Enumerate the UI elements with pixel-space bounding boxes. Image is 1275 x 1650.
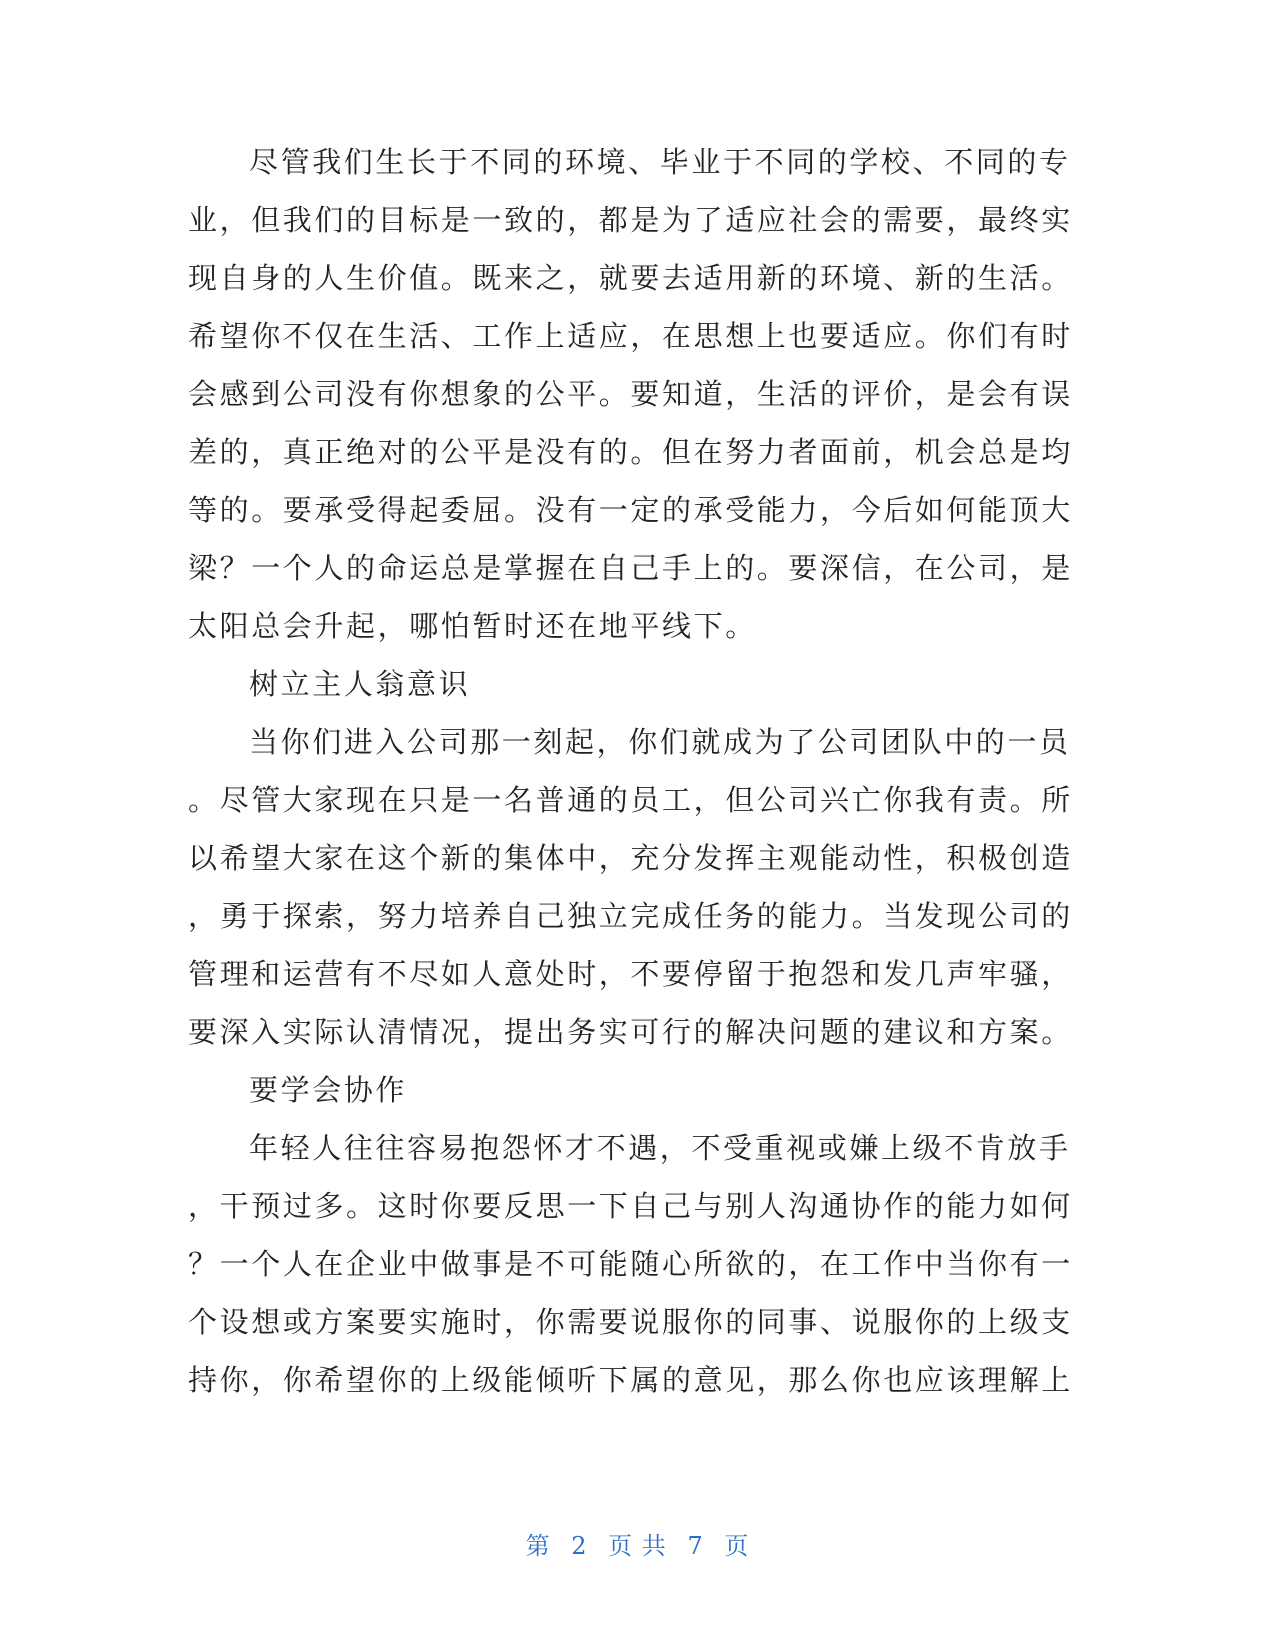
paragraph-line: 希望你不仅在生活、工作上适应，在思想上也要适应。你们有时 <box>188 319 1073 353</box>
page-footer <box>0 1526 1275 1566</box>
paragraph-line: 要深入实际认清情况，提出务实可行的解决问题的建议和方案。 <box>188 1015 1073 1049</box>
paragraph-line: ？一个人在企业中做事是不可能随心所欲的，在工作中当你有一 <box>188 1247 1073 1281</box>
paragraph-line: 尽管我们生长于不同的环境、毕业于不同的学校、不同的专 <box>249 145 1071 179</box>
paragraph-line: 个设想或方案要实施时，你需要说服你的同事、说服你的上级支 <box>188 1305 1073 1339</box>
paragraph-line: 年轻人往往容易抱怨怀才不遇，不受重视或嫌上级不肯放手 <box>249 1131 1071 1165</box>
paragraph-line: 差的，真正绝对的公平是没有的。但在努力者面前，机会总是均 <box>188 435 1073 469</box>
paragraph-line: 业，但我们的目标是一致的，都是为了适应社会的需要，最终实 <box>188 203 1073 237</box>
paragraph-line: 管理和运营有不尽如人意处时，不要停留于抱怨和发几声牢骚， <box>188 957 1073 991</box>
paragraph-line: ，干预过多。这时你要反思一下自己与别人沟通协作的能力如何 <box>188 1189 1073 1223</box>
paragraph-line: 。尽管大家现在只是一名普通的员工，但公司兴亡你我有责。所 <box>188 783 1073 817</box>
paragraph-line: 梁？一个人的命运总是掌握在自己手上的。要深信，在公司，是 <box>188 551 1073 585</box>
paragraph-line: 会感到公司没有你想象的公平。要知道，生活的评价，是会有误 <box>188 377 1073 411</box>
paragraph-line: 现自身的人生价值。既来之，就要去适用新的环境、新的生活。 <box>188 261 1073 295</box>
section-heading: 要学会协作 <box>249 1073 408 1107</box>
current-page-number: 2 <box>571 1532 588 1560</box>
total-page-count: 7 <box>687 1532 704 1560</box>
paragraph-line: 等的。要承受得起委屈。没有一定的承受能力，今后如何能顶大 <box>188 493 1073 527</box>
section-heading: 树立主人翁意识 <box>249 667 471 701</box>
paragraph-line: 当你们进入公司那一刻起，你们就成为了公司团队中的一员 <box>249 725 1071 759</box>
footer-suffix: 页 <box>724 1532 750 1560</box>
paragraph-line: ，勇于探索，努力培养自己独立完成任务的能力。当发现公司的 <box>188 899 1073 933</box>
footer-middle: 页 共 <box>608 1532 667 1560</box>
paragraph-line: 持你，你希望你的上级能倾听下属的意见，那么你也应该理解上 <box>188 1363 1073 1397</box>
paragraph-line: 以希望大家在这个新的集体中，充分发挥主观能动性，积极创造 <box>188 841 1073 875</box>
paragraph-line: 太阳总会升起，哪怕暂时还在地平线下。 <box>188 609 757 643</box>
footer-prefix: 第 <box>525 1532 551 1560</box>
